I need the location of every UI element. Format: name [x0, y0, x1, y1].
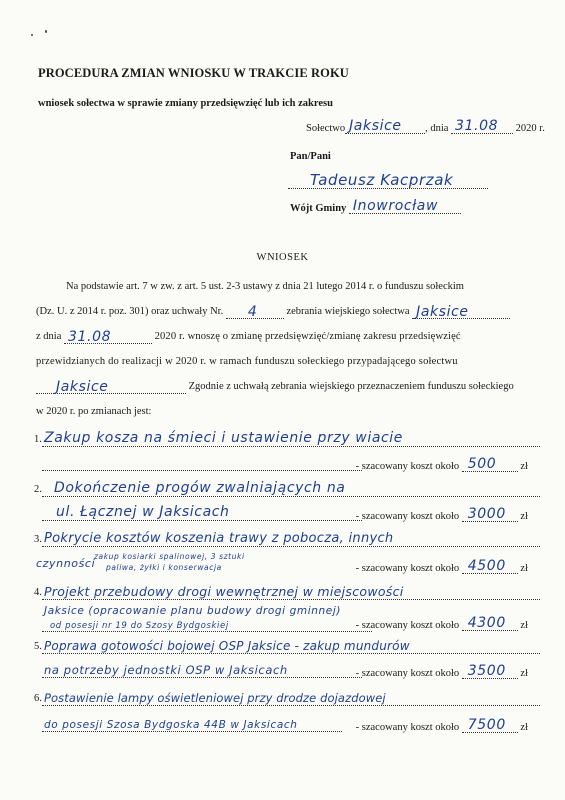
- addressee-name: Tadeusz Kacprzak: [310, 171, 454, 189]
- item-description-cont: na potrzeby jednostki OSP w Jaksicach: [44, 663, 288, 677]
- date-value: 31.08: [455, 118, 499, 134]
- item-number: 4.: [34, 587, 42, 598]
- solectwo-value-2: Jaksice: [416, 304, 469, 320]
- item-number: 6.: [34, 693, 42, 704]
- item-description: Projekt przebudowy drogi wewnętrznej w miejscowości: [44, 584, 404, 599]
- scan-speck: [31, 34, 33, 36]
- solectwo-value: Jaksice: [349, 118, 402, 134]
- item-description: Postawienie lampy oświetleniowej przy drodze dojazdowej: [44, 691, 386, 705]
- item-amount: 7500: [467, 717, 506, 733]
- solectwo-field-2: [412, 305, 510, 319]
- item-description: Pokrycie kosztów koszenia trawy z pobocza, innych: [44, 531, 394, 546]
- list-item: [34, 528, 544, 580]
- list-item: [34, 583, 544, 633]
- paragraph-line-6: w 2020 r. po zmianach jest:: [36, 406, 152, 417]
- item-amount: 3500: [467, 663, 506, 679]
- scan-speck: [45, 30, 47, 33]
- list-item: [34, 685, 544, 745]
- paragraph-line-2: (Dz. U. z 2014 r. poz. 301) oraz uchwały Nr. 4 zebrania wiejskiego sołectwa Jaksice: [36, 305, 541, 319]
- uchwala-nr-value: 4: [247, 304, 258, 320]
- item-description-cont: czynności: [36, 557, 96, 570]
- list-item: [34, 428, 544, 478]
- item-description: Zakup kosza na śmieci i ustawienie przy wiacie: [44, 430, 404, 446]
- item-amount: 500: [467, 456, 497, 472]
- item-description-cont-2: od posesji nr 19 do Szosy Bydgoskiej: [50, 621, 229, 631]
- paragraph-line-5: Jaksice Zgodnie z uchwałą zebrania wiejskiego przeznaczeniem funduszu sołeckiego: [36, 380, 541, 394]
- document-title: PROCEDURA ZMIAN WNIOSKU W TRAKCIE ROKU: [38, 66, 349, 80]
- item-description-cont: Jaksice (opracowanie planu budowy drogi gminnej): [44, 605, 342, 617]
- item-cost: - szacowany koszt około 3500 zł: [355, 663, 528, 679]
- date-field: [451, 120, 513, 134]
- solectwo-value-3: Jaksice: [56, 379, 109, 395]
- item-number: 3.: [34, 534, 42, 545]
- dnia-label: , dnia: [425, 123, 449, 134]
- wojt-line: [290, 200, 461, 214]
- item-description-cont: do posesji Szosa Bydgoska 44B w Jaksicach: [44, 719, 298, 731]
- item-number: 5.: [34, 641, 42, 652]
- solectwo-field-3: [36, 380, 186, 394]
- uchwala-date-field: [64, 330, 152, 344]
- item-cost: - szacowany koszt około 4500 zł: [355, 558, 528, 574]
- item-number: 1.: [34, 434, 42, 445]
- item-number: 2.: [34, 484, 42, 495]
- item-cost: - szacowany koszt około 4300 zł: [355, 615, 528, 631]
- addressee-field: [288, 170, 488, 189]
- document-subtitle: wniosek sołectwa w sprawie zmiany przedsięwzięć lub ich zakresu: [38, 98, 333, 109]
- item-description: Dokończenie progów zwalniających na: [54, 480, 346, 496]
- wojt-value: Inowrocław: [352, 198, 439, 214]
- item-description: Poprawa gotowości bojowej OSP Jaksice - zakup mundurów: [44, 639, 410, 653]
- item-amount: 4500: [467, 558, 506, 574]
- item-description-lower: paliwa, żyłki i konserwacja: [106, 563, 222, 572]
- wojt-field: [349, 200, 461, 214]
- paragraph-line-4: przewidzianych do realizacji w 2020 r. w ramach funduszu sołeckiego przypadającego sołectwu: [36, 356, 458, 367]
- item-cost: - szacowany koszt około 7500 zł: [355, 717, 528, 733]
- solectwo-label: Sołectwo: [306, 123, 346, 134]
- list-item: [34, 478, 544, 528]
- section-heading: WNIOSEK: [256, 252, 309, 263]
- paragraph-line-1: Na podstawie art. 7 w zw. z art. 5 ust. 2-3 ustawy z dnia 21 lutego 2014 r. o funduszu sołeckim: [66, 281, 464, 292]
- item-amount: 4300: [467, 615, 506, 631]
- item-cost: - szacowany koszt około 3000 zł: [355, 506, 528, 522]
- addressee-label: Pan/Pani: [290, 151, 331, 162]
- uchwala-nr-field: [226, 305, 284, 319]
- solectwo-field: [345, 120, 425, 134]
- item-amount: 3000: [467, 506, 506, 522]
- year-suffix: 2020 r.: [515, 123, 545, 134]
- solectwo-line: [306, 120, 545, 134]
- list-item: [34, 633, 544, 683]
- wojt-label: Wójt Gminy: [290, 203, 347, 214]
- item-description-cont: ul. Łącznej w Jaksicach: [56, 504, 230, 520]
- paragraph-line-3: z dnia 31.08 2020 r. wnoszę o zmianę przedsięwzięć/zmianę zakresu przedsięwzięć: [36, 329, 461, 345]
- uchwala-date-value: 31.08: [68, 329, 112, 345]
- item-cost: - szacowany koszt około 500 zł: [355, 456, 528, 472]
- item-description-upper: zakup kosiarki spalinowej, 3 sztuki: [94, 552, 245, 561]
